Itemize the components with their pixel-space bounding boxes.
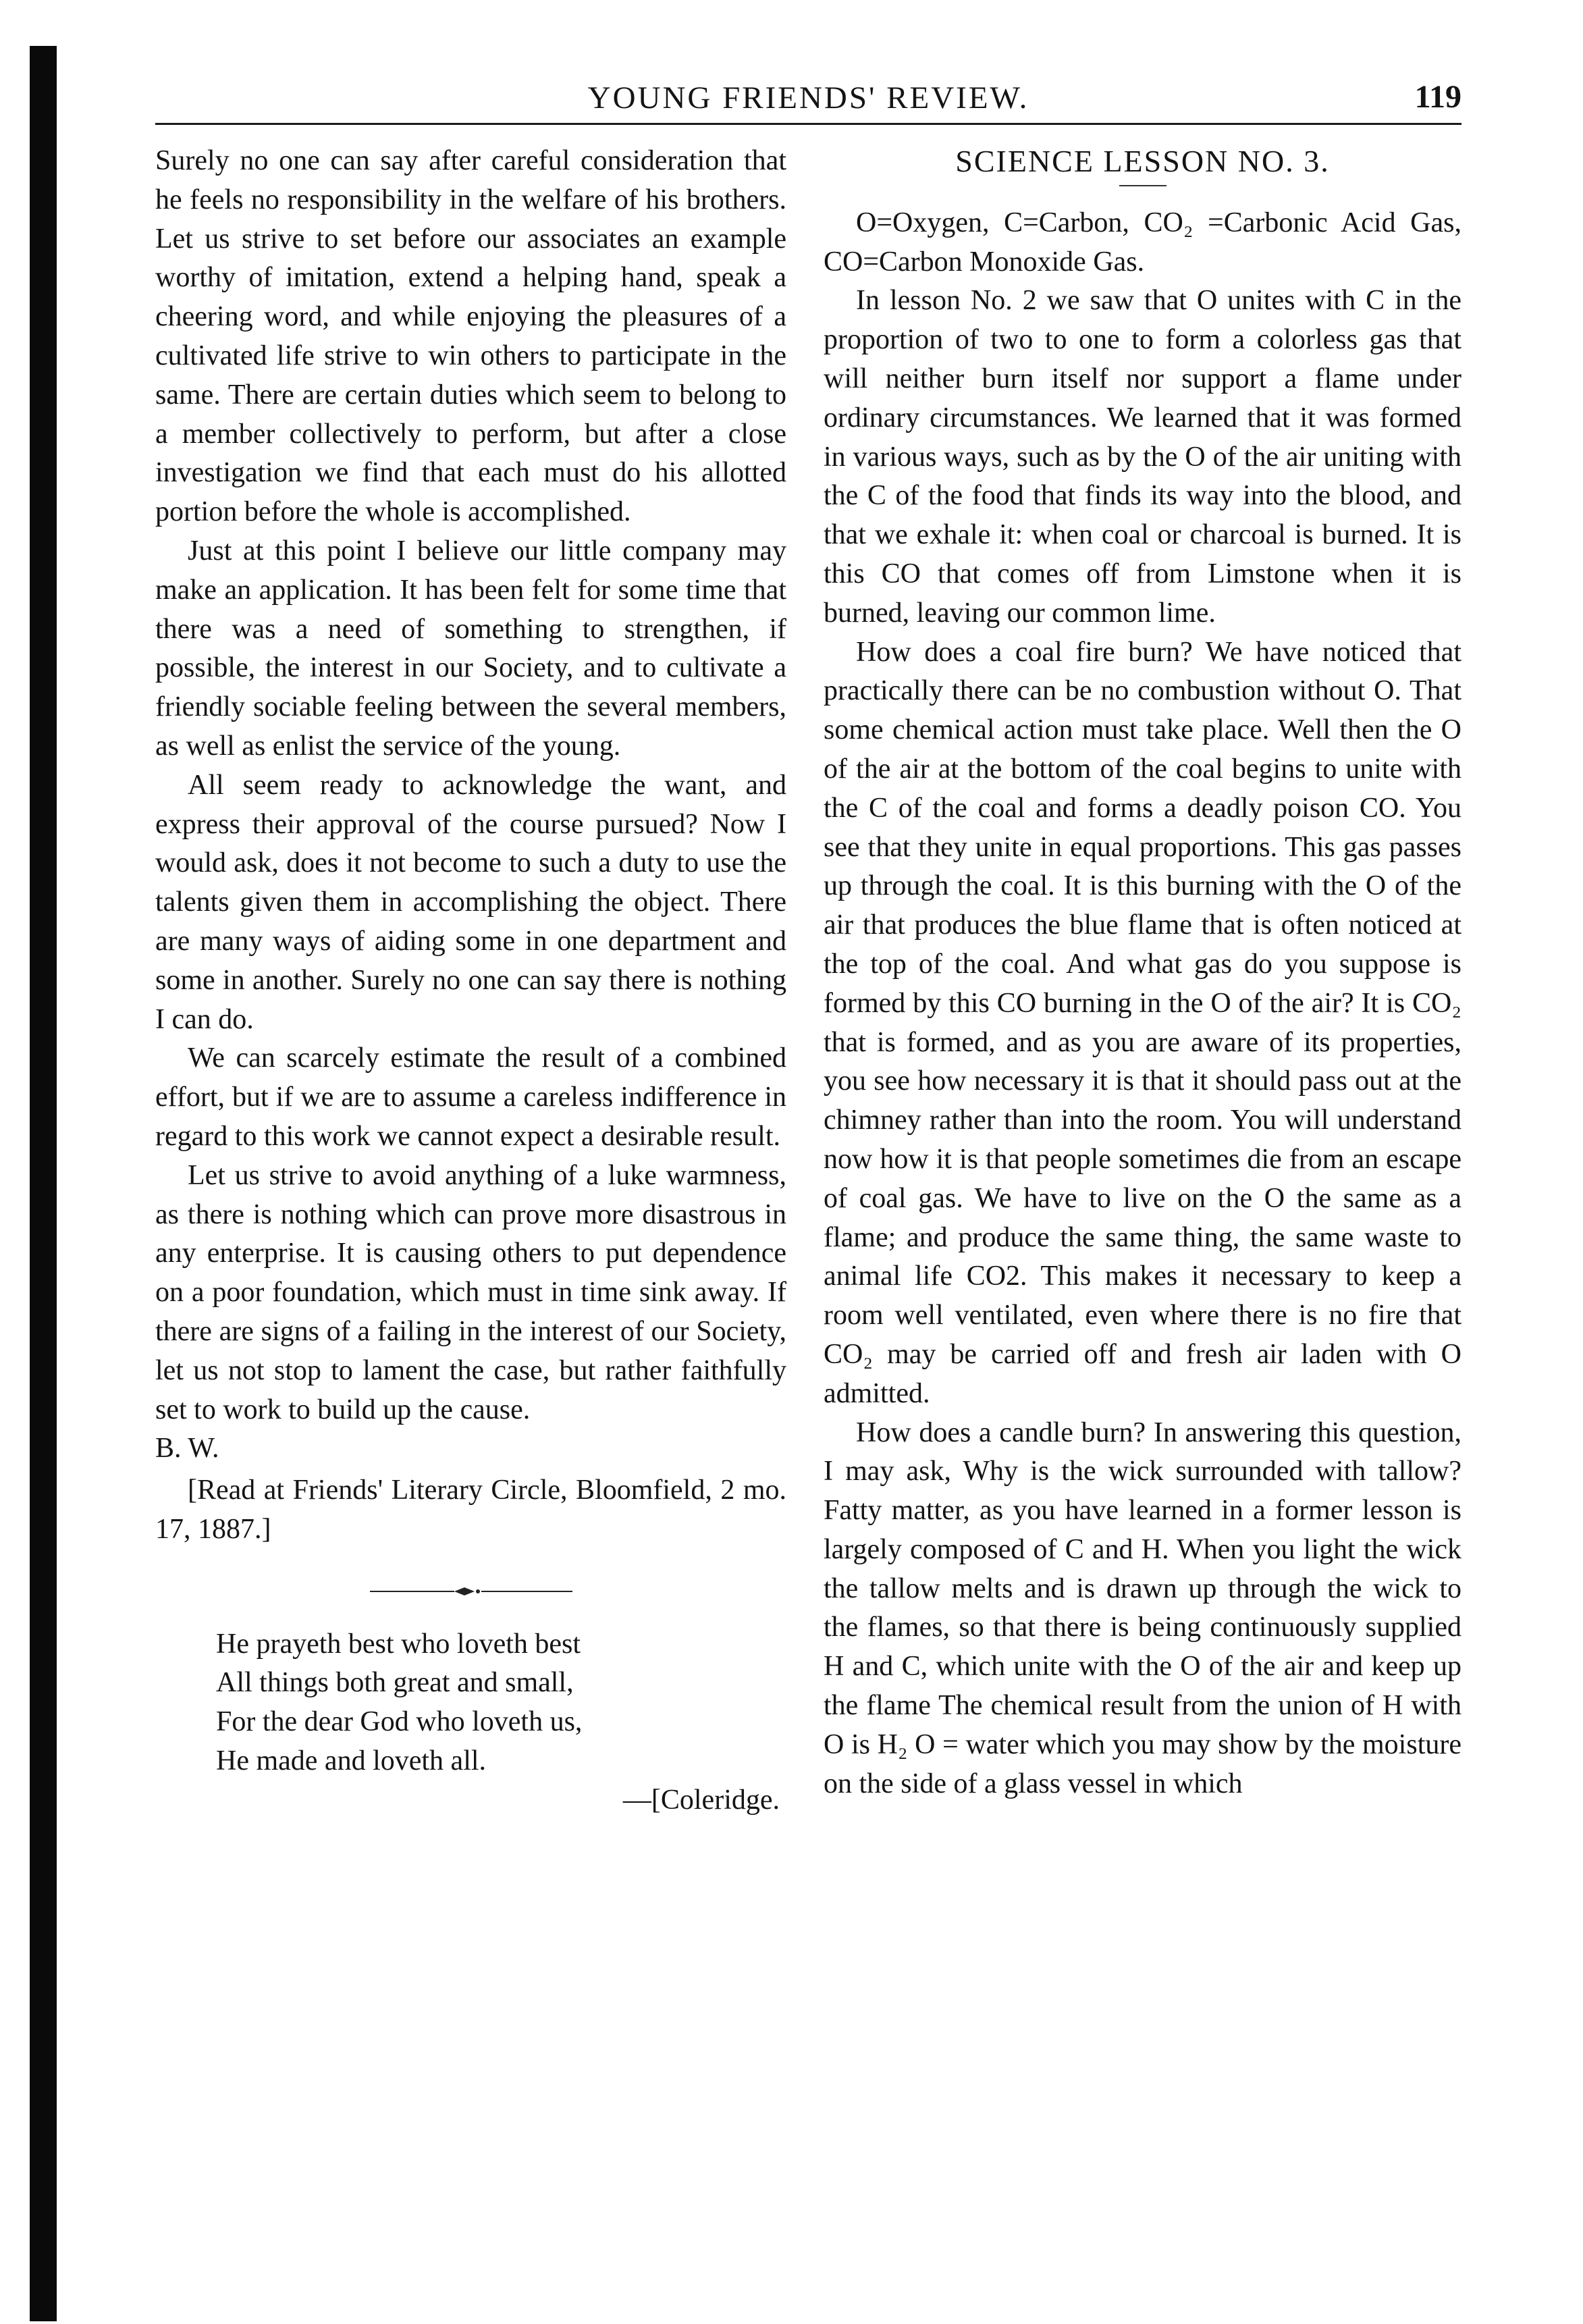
lesson-paragraph: How does a candle burn? In answering this question, I may ask, Why is the wick surrounded with tallow? Fatty matter, as you have learned in a former lesson is largely composed of C and H. When you light the wick the tallow melts and is drawn up through the wick to the flames, so that there is being continuously supplied H and C, which unite with the O of the air and keep up the flame The chemical result from the union of H with O is H₂ O = water which you may show by the moisture on the side of a glass vessel in which	[824, 1417, 1461, 1799]
article-paragraph: We can scarcely estimate the result of a combined effort, but if we are to assume a careless indifference in regard to this work we cannot expect a desirable result.	[155, 1042, 786, 1152]
article-paragraph: Just at this point I believe our little company may make an application. It has been felt for some time that there was a need of something to strengthen, if possible, the interest in our Society, and to cultivate a friendly sociable feeling between the several members, as well as enlist the service of the young.	[155, 535, 786, 762]
title-rule	[1119, 185, 1166, 186]
lesson-paragraph: How does a coal fire burn? We have noticed that practically there can be no combustion without O. That some chemical action must take place. Well then the O of the air at the bottom of the coal begins to unite with the C of the coal and forms a deadly poison CO. You see that they unite in equal proportions. This gas passes up through the coal. It is this burning with the O of the air that produces the blue flame that is often noticed at the top of the coal. And what gas do you suppose is formed by this CO burning in the O of the air? It is CO₂ that is formed, and as you are aware of its properties, you see how necessary it is that it should pass out at the chimney rather than into the room. You will understand now how it is that people sometimes die from an escape of coal gas. We have to live on the O the same as a flame; and produce the same thing, the same waste to animal life CO2. This makes it necessary to keep a room well ventilated, even where there is no fire that CO₂ may be carried off and fresh air laden with O admitted.	[824, 636, 1461, 1409]
poem-line: He made and loveth all.	[216, 1745, 487, 1777]
lesson-title: SCIENCE LESSON NO. 3.	[955, 144, 1330, 178]
article-paragraph: Surely no one can say after careful consideration that he feels no responsibility in the welfare of his brothers. Let us strive to set before our associates an example worthy of imitation, extend a helping hand, speak a cheering word, and while enjoying the pleasures of a cultivated life strive to win others to participate in the same. There are certain duties which seem to belong to a member collectively to perform, but after a close investigation we find that each must do his allotted portion before the whole is accomplished.	[155, 145, 786, 528]
left-column	[155, 142, 786, 1820]
poem-line: He prayeth best who loveth best	[216, 1628, 581, 1660]
running-title: YOUNG FRIENDS' REVIEW.	[587, 80, 1029, 115]
definitions-line: O=Oxygen, C=Carbon, CO₂ =Carbonic Acid Gas, CO=Carbon Monoxide Gas.	[824, 207, 1461, 278]
reading-note: [Read at Friends' Literary Circle, Bloomfield, 2 mo. 17, 1887.]	[155, 1475, 786, 1545]
right-column	[824, 142, 1461, 1803]
poem	[216, 1625, 786, 1820]
lesson-paragraph: In lesson No. 2 we saw that O unites with C in the proportion of two to one to form a colorless gas that will neither burn itself nor support a flame under ordinary circumstances. We learned that it was formed in various ways, such as by the O of the air uniting with the C of the food that finds its way into the blood, and that we exhale it: when coal or charcoal is burned. It is this CO that comes off from Limstone when it is burned, leaving our common lime.	[824, 285, 1461, 629]
page-number: 119	[1414, 79, 1461, 115]
article-signature: B. W.	[155, 1433, 219, 1464]
binding-edge	[30, 46, 57, 2321]
poem-line: For the dear God who loveth us,	[216, 1706, 583, 1738]
article-paragraph: Let us strive to avoid anything of a luke warmness, as there is nothing which can prove more disastrous in any enterprise. It is causing others to put dependence on a poor foundation, which must in time sink away. If there are signs of a failing in the interest of our Society, let us not stop to lament the case, but rather faithfully set to work to build up the cause.	[155, 1159, 786, 1425]
poem-line: All things both great and small,	[216, 1667, 574, 1699]
section-divider-ornament	[370, 1585, 572, 1598]
article-paragraph: All seem ready to acknowledge the want, and express their approval of the course pursued? Now I would ask, does it not become to such a duty to use the talents given them in accomplishing the object. There are many ways of aiding some in one department and some in another. Surely no one can say there is nothing I can do.	[155, 769, 786, 1035]
page-header	[155, 76, 1461, 125]
poem-attribution: —[Coleridge.	[622, 1784, 780, 1816]
